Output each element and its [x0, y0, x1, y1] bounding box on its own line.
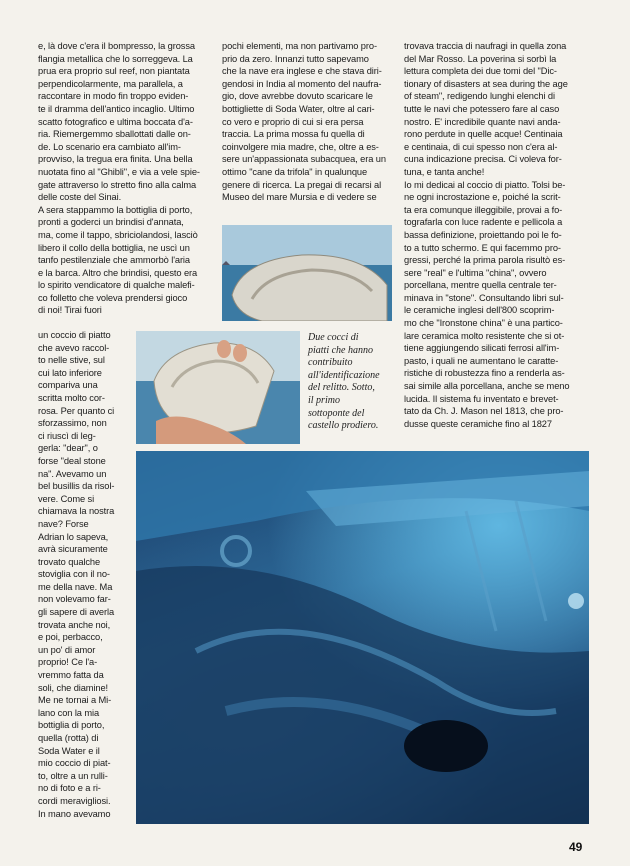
text-line: na". Avevamo un [38, 468, 107, 479]
text-line: vere. Come si [38, 493, 95, 504]
article-column-2 [222, 40, 392, 204]
text-line: cordi meravigliosi. [38, 795, 111, 806]
text-line: ne ogni incrostazione e, poiché la scrit- [404, 192, 561, 203]
text-line: quella (rotta) di [38, 733, 99, 743]
text-line: gate attraverso lo stretto fino alla calma [38, 179, 197, 190]
text-line: perpendicolarmente, ma parallela, a [38, 78, 183, 89]
text-line: gio, dove avrebbe dovuto scaricare le [222, 91, 373, 102]
plate-shard-illustration [222, 225, 392, 321]
text-line: nuotata fino al "Ghibli", e via a vele spie- [38, 166, 200, 177]
text-line: Io mi dedicai al coccio di piatto. Tolsi be- [404, 179, 566, 190]
caption-line: Due cocci di [308, 332, 359, 343]
text-line: libero il collo della bottiglia, ne uscì un [38, 242, 190, 253]
text-line: cuna indicazione precisa. Ci voleva for- [404, 154, 562, 165]
text-line: bottigliette di Soda Water, oltre al cari- [222, 103, 375, 114]
text-line: tato da Ch. J. Mason nel 1813, che pro- [404, 406, 564, 417]
text-line: del Mar Rosso. La poverina si sorbì la [404, 53, 557, 64]
caption-line: sottoponte del [308, 407, 365, 419]
article-column-3 [404, 40, 590, 430]
text-line: co folletto che voleva prendersi gioco [38, 292, 188, 303]
text-line: genere di ricerca. La pregai di recarsi al [222, 179, 382, 190]
text-line: e poi, perbacco, [38, 632, 103, 643]
text-line: Soda Water e il [38, 745, 100, 756]
text-line: ta era comunque illeggibile, provai a fo- [404, 204, 563, 215]
caption-line: all'identificazione [308, 369, 380, 381]
text-line: che la nave era inglese e che stava diri- [222, 66, 382, 77]
text-line: ristiche di robustezza fino a renderla as- [404, 368, 565, 379]
text-line: forse "deal stone [38, 455, 106, 466]
text-line: gressi, perché la prima parola risultò es- [404, 255, 566, 266]
text-line: In mano avevamo [38, 808, 111, 819]
text-line: tanfo pestilenziale che ammorbò l'aria [38, 255, 190, 266]
text-line: mio coccio di piat- [38, 758, 111, 769]
text-line: lano con la mia [38, 707, 100, 718]
text-line: me della nave. Ma [38, 581, 113, 592]
text-line: trovava traccia di naufragi in quella zona [404, 41, 567, 51]
text-line: trovata anche noi, [38, 619, 111, 630]
text-line: le ceramiche inglesi dell'800 scoprim- [404, 305, 555, 316]
text-line: bel busillis da risol- [38, 481, 115, 492]
text-line: A sera stappammo la bottiglia di porto, [38, 204, 193, 215]
text-line: de. Lo scenario era cambiato all'im- [38, 141, 181, 152]
text-line: to nelle stive, sul [38, 355, 105, 366]
text-line: tionary of disasters at sea during the age [404, 78, 568, 89]
hand-holding-shard-photo [136, 331, 300, 444]
text-line: of steam", redigendo lunghi elenchi di [404, 91, 555, 102]
text-line: gerla: "dear", o [38, 443, 98, 454]
text-line: prua era proprio sul reef, non piantata [38, 66, 190, 77]
article-column-1-narrow [38, 329, 118, 820]
caption-line: piatti che hanno [308, 344, 373, 356]
text-line: scritta molto cor- [38, 392, 105, 403]
text-line: soli, che diamine! [38, 682, 109, 693]
text-line: lucida. Il sistema fu inventato e brevet- [404, 393, 559, 404]
hand-shard-illustration [136, 331, 300, 444]
caption-line: del relitto. Sotto, [308, 382, 375, 394]
text-line: coinvolgere mia madre, che, oltre a es- [222, 141, 379, 152]
text-line: nave? Forse [38, 518, 89, 529]
text-line: stoviglia con il no- [38, 569, 110, 580]
text-line: tografarla con luce radente e pellicola a [404, 217, 563, 228]
text-line: compariva una [38, 380, 98, 391]
text-line: tiene aggiungendo silicati ferrosi all'im- [404, 343, 560, 354]
text-line: un coccio di piatto [38, 330, 111, 340]
text-line: to, oltre a un rulli- [38, 770, 108, 781]
text-line: pochi elementi, ma non partivamo pro- [222, 41, 377, 51]
text-line: pasto, i quali ne aumentano le caratte- [404, 355, 559, 366]
text-line: di noi! Tirai fuori [38, 305, 102, 316]
text-line: Me ne tornai a Mi- [38, 695, 112, 706]
text-line: bottiglia di porto, [38, 720, 105, 731]
text-line: tutte le navi che potessero fare al caso [404, 103, 560, 114]
text-line: sai simile alla porcellana, anche se meno [404, 381, 570, 392]
text-line: tuna, e tanta anche! [404, 166, 485, 177]
text-line: pronti a goderci un brindisi d'annata, [38, 217, 184, 228]
text-line: minava in "stone". Consultando libri sul- [404, 292, 564, 303]
text-line: lare ceramica molto resistente che si ot- [404, 330, 565, 341]
text-line: Museo del mare Mursia e di vedere se [222, 192, 377, 203]
text-line: sforzassimo, non [38, 418, 107, 429]
text-line: gendosi in India al momento del naufra- [222, 78, 382, 89]
text-line: ci riuscì di leg- [38, 430, 96, 441]
caption-line: castello prodiero. [308, 420, 379, 432]
page-number: 49 [569, 840, 583, 854]
text-line: raccontare in modo fin troppo eviden- [38, 91, 189, 102]
text-line: che avevo raccol- [38, 342, 110, 353]
caption-line: contribuito [308, 357, 353, 369]
text-line: rosa. Per quanto ci [38, 405, 115, 416]
text-line: lettura completa dei due tomi del "Dic- [404, 66, 557, 77]
text-line: co vero e proprio di cui si era persa [222, 116, 364, 127]
text-line: avrà sicuramente [38, 544, 108, 555]
text-line: to a tutto schermo. E qui facemmo pro- [404, 242, 561, 253]
plate-shard-photo-top [222, 225, 392, 321]
text-line: traccia. La prima mossa fu quella di [222, 129, 365, 140]
text-line: mo che "Ironstone china" è una partico- [404, 318, 563, 329]
text-line: sere un'appassionata subacquea, era un [222, 154, 386, 165]
text-line: cui lato inferiore [38, 367, 102, 378]
text-line: un po' di amor [38, 644, 96, 655]
text-line: ria. Riemergemmo sballottati dalle on- [38, 129, 191, 140]
text-line: dusse queste ceramiche fino al 1827 [404, 418, 552, 429]
text-line: gli sapere di averla [38, 607, 115, 618]
text-line: lo spirito vendicatore di qualche malefi- [38, 280, 195, 291]
article-column-1 [38, 40, 210, 317]
text-line: non volevamo far- [38, 594, 111, 605]
text-line: flangia metallica che lo sorreggeva. La [38, 53, 193, 64]
text-line: trovato qualche [38, 556, 101, 567]
text-line: ma, come il tappo, sbriciolandosi, lasciò [38, 229, 198, 240]
text-line: porcellana, mentre quella centrale ter- [404, 280, 557, 291]
text-line: bassa definizione, proiettando poi le fo- [404, 229, 562, 240]
text-line: no di foto e a ri- [38, 783, 101, 794]
text-line: vremmo fatta da [38, 670, 104, 681]
text-line: provviso, la tregua era finita. Una bella [38, 154, 193, 165]
text-line: e la barca. Altro che brindisi, questo era [38, 267, 198, 278]
text-line: rono perdute in quelle acque! Centinaia [404, 129, 563, 140]
text-line: prio da zero. Innanzi tutto sapevamo [222, 53, 369, 64]
text-line: chiamava la nostra [38, 506, 115, 517]
photo-caption [308, 332, 394, 433]
underwater-wreck-photo [136, 451, 589, 824]
text-line: proprio! Ce l'a- [38, 657, 98, 668]
caption-line: il primo [308, 394, 340, 406]
text-line: te il dramma dell'antico incaglio. Ultimo [38, 103, 195, 114]
text-line: Adrian lo sapeva, [38, 531, 109, 542]
text-line: e, là dove c'era il bompresso, la grossa [38, 41, 195, 51]
text-line: e centinaia, di cui spesso non c'era al- [404, 141, 558, 152]
text-line: delle coste del Sinai. [38, 192, 122, 203]
text-line: scatto fotografico e ultima boccata d'a- [38, 116, 193, 127]
text-line: sere "real" e l'ultima "china", ovvero [404, 267, 547, 278]
text-line: ottimo "cane da trifola" in qualunque [222, 166, 368, 177]
wreck-interior-illustration [136, 451, 589, 824]
text-line: nostro. E' incredibile quante navi anda- [404, 116, 561, 127]
